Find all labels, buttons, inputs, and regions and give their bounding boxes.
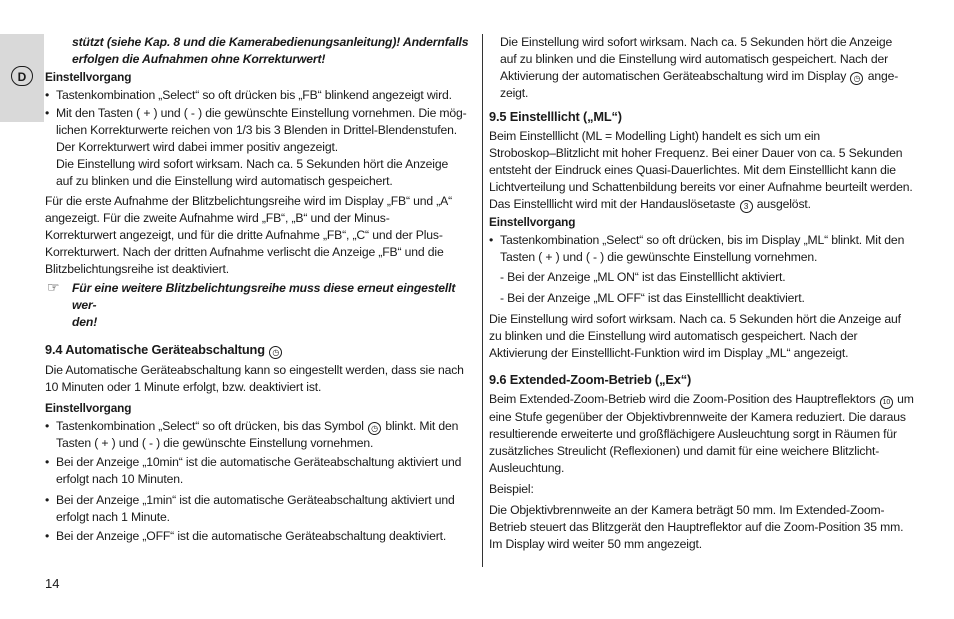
bullet-item bbox=[45, 87, 473, 104]
text-span: Das Einstelllicht wird mit der Handauslösetaste bbox=[489, 197, 736, 211]
section-heading-9-6: 9.6 Extended-Zoom-Betrieb („Ex“) bbox=[489, 372, 692, 387]
bullet-text: erfolgt nach 10 Minuten. bbox=[56, 472, 184, 486]
procedure-heading: Einstellvorgang bbox=[489, 215, 576, 229]
paragraph bbox=[45, 362, 473, 396]
bullet-text: Bei der Anzeige „OFF“ ist die automatische Geräteabschaltung deaktiviert. bbox=[56, 529, 447, 543]
text-line: zusätzliches Streulicht (Reflexionen) und damit für eine weichere Blitzlicht- bbox=[489, 444, 880, 458]
paragraph bbox=[489, 311, 915, 362]
column-divider bbox=[482, 34, 483, 567]
bullet-item bbox=[45, 528, 473, 545]
text-span: um bbox=[897, 392, 914, 406]
section-heading-text: 9.4 Automatische Geräteabschaltung bbox=[45, 342, 265, 357]
release-button-number: 3 bbox=[740, 200, 753, 213]
intro-line: stützt (siehe Kap. 8 und die Kamerabedienungsanleitung)! Andernfalls bbox=[72, 35, 469, 49]
text-span: ausgelöst. bbox=[756, 197, 811, 211]
dash-item: - Bei der Anzeige „ML ON“ ist das Einstelllicht aktiviert. bbox=[500, 270, 786, 284]
paragraph bbox=[489, 34, 915, 102]
bullet-text: erfolgt nach 1 Minute. bbox=[56, 510, 170, 524]
text-line: zu blinken und die Einstellung wird automatisch gespeichert. Nach der bbox=[489, 329, 858, 343]
text-span: blinkt. Mit den bbox=[385, 419, 459, 433]
page-number: 14 bbox=[45, 576, 60, 591]
reflector-number: 10 bbox=[880, 396, 893, 409]
bullet-text: auf zu blinken und die Einstellung wird automatisch gespeichert. bbox=[56, 174, 393, 188]
bullet-text: Der Korrekturwert wird dabei immer positiv angezeigt. bbox=[56, 140, 338, 154]
paragraph bbox=[45, 193, 473, 278]
bullet-icon: • bbox=[45, 106, 50, 120]
bullet-icon: • bbox=[45, 529, 50, 543]
text-line: zeigt. bbox=[500, 86, 529, 100]
note bbox=[45, 280, 473, 331]
procedure-heading: Einstellvorgang bbox=[45, 401, 132, 415]
text-line: Ausleuchtung. bbox=[489, 461, 565, 475]
text-line: Korrekturwert. Nach der dritten Aufnahme verlischt die Anzeige „FB“ und die bbox=[45, 245, 444, 259]
text-line: entsteht der Eindruck eines Quasi-Dauerlichtes. Mit dem Einstelllicht kann die bbox=[489, 163, 896, 177]
note-text: Für eine weitere Blitzbelichtungsreihe muss diese erneut eingestellt wer- bbox=[72, 281, 456, 312]
bullet-icon: • bbox=[45, 419, 50, 433]
text-line: resultierende erweiterte und großflächigere Ausleuchtung sorgt in Räumen für bbox=[489, 427, 897, 441]
text-line: Die Automatische Geräteabschaltung kann so eingestellt werden, dass sie nach bbox=[45, 363, 464, 377]
bullet-text: Die Einstellung wird sofort wirksam. Nach ca. 5 Sekunden hört die Anzeige bbox=[56, 157, 449, 171]
text-line bbox=[489, 391, 915, 409]
section-heading-9-4 bbox=[45, 341, 473, 359]
intro-line: erfolgen die Aufnahmen ohne Korrekturwert! bbox=[72, 52, 326, 66]
bullet-text: Tasten ( + ) und ( - ) die gewünschte Einstellung vornehmen. bbox=[56, 436, 374, 450]
bullet-text: Tastenkombination „Select“ so oft drücken, bis im Display „ML“ blinkt. Mit den bbox=[500, 233, 905, 247]
text-span: Beim Extended-Zoom-Betrieb wird die Zoom-Position des Hauptreflektors bbox=[489, 392, 876, 406]
bullet-text: Bei der Anzeige „1min“ ist die automatische Geräteabschaltung aktiviert und bbox=[56, 493, 455, 507]
text-line: Stroboskop–Blitzlicht mit hoher Frequenz. Bei einer Dauer von ca. 5 Sekunden bbox=[489, 146, 903, 160]
bullet-text: Mit den Tasten ( + ) und ( - ) die gewünschte Einstellung vornehmen. Die mög- bbox=[56, 106, 467, 120]
text-line: Die Einstellung wird sofort wirksam. Nach ca. 5 Sekunden hört die Anzeige auf bbox=[489, 312, 901, 326]
bullet-icon: • bbox=[489, 233, 494, 247]
bullet-icon: • bbox=[45, 455, 50, 469]
bullet-text: Tasten ( + ) und ( - ) die gewünschte Einstellung vornehmen. bbox=[500, 250, 818, 264]
bullet-item bbox=[45, 492, 473, 526]
left-column bbox=[45, 34, 473, 545]
text-line: Korrekturwert angezeigt, und für die dritte Aufnahme „FB“, „C“ und der Plus- bbox=[45, 228, 443, 242]
example-label: Beispiel: bbox=[489, 482, 534, 496]
bullet-item bbox=[45, 105, 473, 190]
text-line: Beim Einstelllicht (ML = Modelling Light) handelt es sich um ein bbox=[489, 129, 821, 143]
section-heading-9-5: 9.5 Einstelllicht („ML“) bbox=[489, 109, 622, 124]
bullet-item bbox=[45, 454, 473, 488]
text-line: Die Objektivbrennweite an der Kamera beträgt 50 mm. Im Extended-Zoom- bbox=[489, 503, 885, 517]
bullet-icon: • bbox=[45, 88, 50, 102]
bullet-icon: • bbox=[45, 493, 50, 507]
right-column bbox=[489, 34, 915, 553]
bullet-item bbox=[489, 232, 915, 266]
dash-item: - Bei der Anzeige „ML OFF“ ist das Einstelllicht deaktiviert. bbox=[500, 291, 805, 305]
text-line bbox=[489, 196, 915, 213]
paragraph bbox=[489, 502, 915, 553]
text-span: Aktivierung der automatischen Geräteabschaltung wird im Display bbox=[500, 69, 847, 83]
text-line: auf zu blinken und die Einstellung wird automatisch gespeichert. Nach der bbox=[500, 52, 889, 66]
auto-off-icon: ◷ bbox=[368, 422, 381, 435]
text-line: Betrieb steuert das Blitzgerät den Hauptreflektor auf die Zoom-Position 35 mm. bbox=[489, 520, 904, 534]
text-span: ange- bbox=[867, 69, 899, 83]
text-line: Die Einstellung wird sofort wirksam. Nach ca. 5 Sekunden hört die Anzeige bbox=[500, 35, 893, 49]
text-line: eine Stufe gegenüber der Objektivbrennweite der Kamera reduziert. Die daraus bbox=[489, 410, 906, 424]
text-line: 10 Minuten oder 1 Minute erfolgt, bzw. deaktiviert ist. bbox=[45, 380, 322, 394]
text-line: Für die erste Aufnahme der Blitzbelichtungsreihe wird im Display „FB“ und „A“ bbox=[45, 194, 453, 208]
bullet-text bbox=[56, 418, 473, 435]
bullet-item bbox=[45, 418, 473, 452]
procedure-heading: Einstellvorgang bbox=[45, 70, 132, 84]
text-span: Tastenkombination „Select“ so oft drücken, bis das Symbol bbox=[56, 419, 364, 433]
bullet-text: Tastenkombination „Select“ so oft drücken bis „FB“ blinkend angezeigt wird. bbox=[56, 88, 452, 102]
auto-off-icon: ◷ bbox=[269, 346, 282, 359]
paragraph bbox=[489, 391, 915, 477]
language-badge: D bbox=[11, 66, 33, 86]
pointing-hand-icon: ☞ bbox=[47, 279, 60, 295]
text-line: Lichtverteilung und Schattenbildung bereits vor einer Aufnahme beurteilt werden. bbox=[489, 180, 913, 194]
auto-off-icon: ◷ bbox=[850, 72, 863, 85]
bullet-text: lichen Korrekturwerte reichen von 1/3 bis 3 Blenden in Drittel-Blendenstufen. bbox=[56, 123, 458, 137]
note-text: den! bbox=[72, 315, 98, 329]
text-line: Blitzbelichtungsreihe ist deaktiviert. bbox=[45, 262, 229, 276]
text-line: angezeigt. Für die zweite Aufnahme wird „FB“, „B“ und der Minus- bbox=[45, 211, 390, 225]
bullet-text: Bei der Anzeige „10min“ ist die automatische Geräteabschaltung aktiviert und bbox=[56, 455, 462, 469]
paragraph bbox=[489, 128, 915, 213]
text-line: Im Display wird weiter 50 mm angezeigt. bbox=[489, 537, 702, 551]
text-line: Aktivierung der Einstelllicht-Funktion wird im Display „ML“ angezeigt. bbox=[489, 346, 849, 360]
text-line bbox=[500, 68, 915, 85]
